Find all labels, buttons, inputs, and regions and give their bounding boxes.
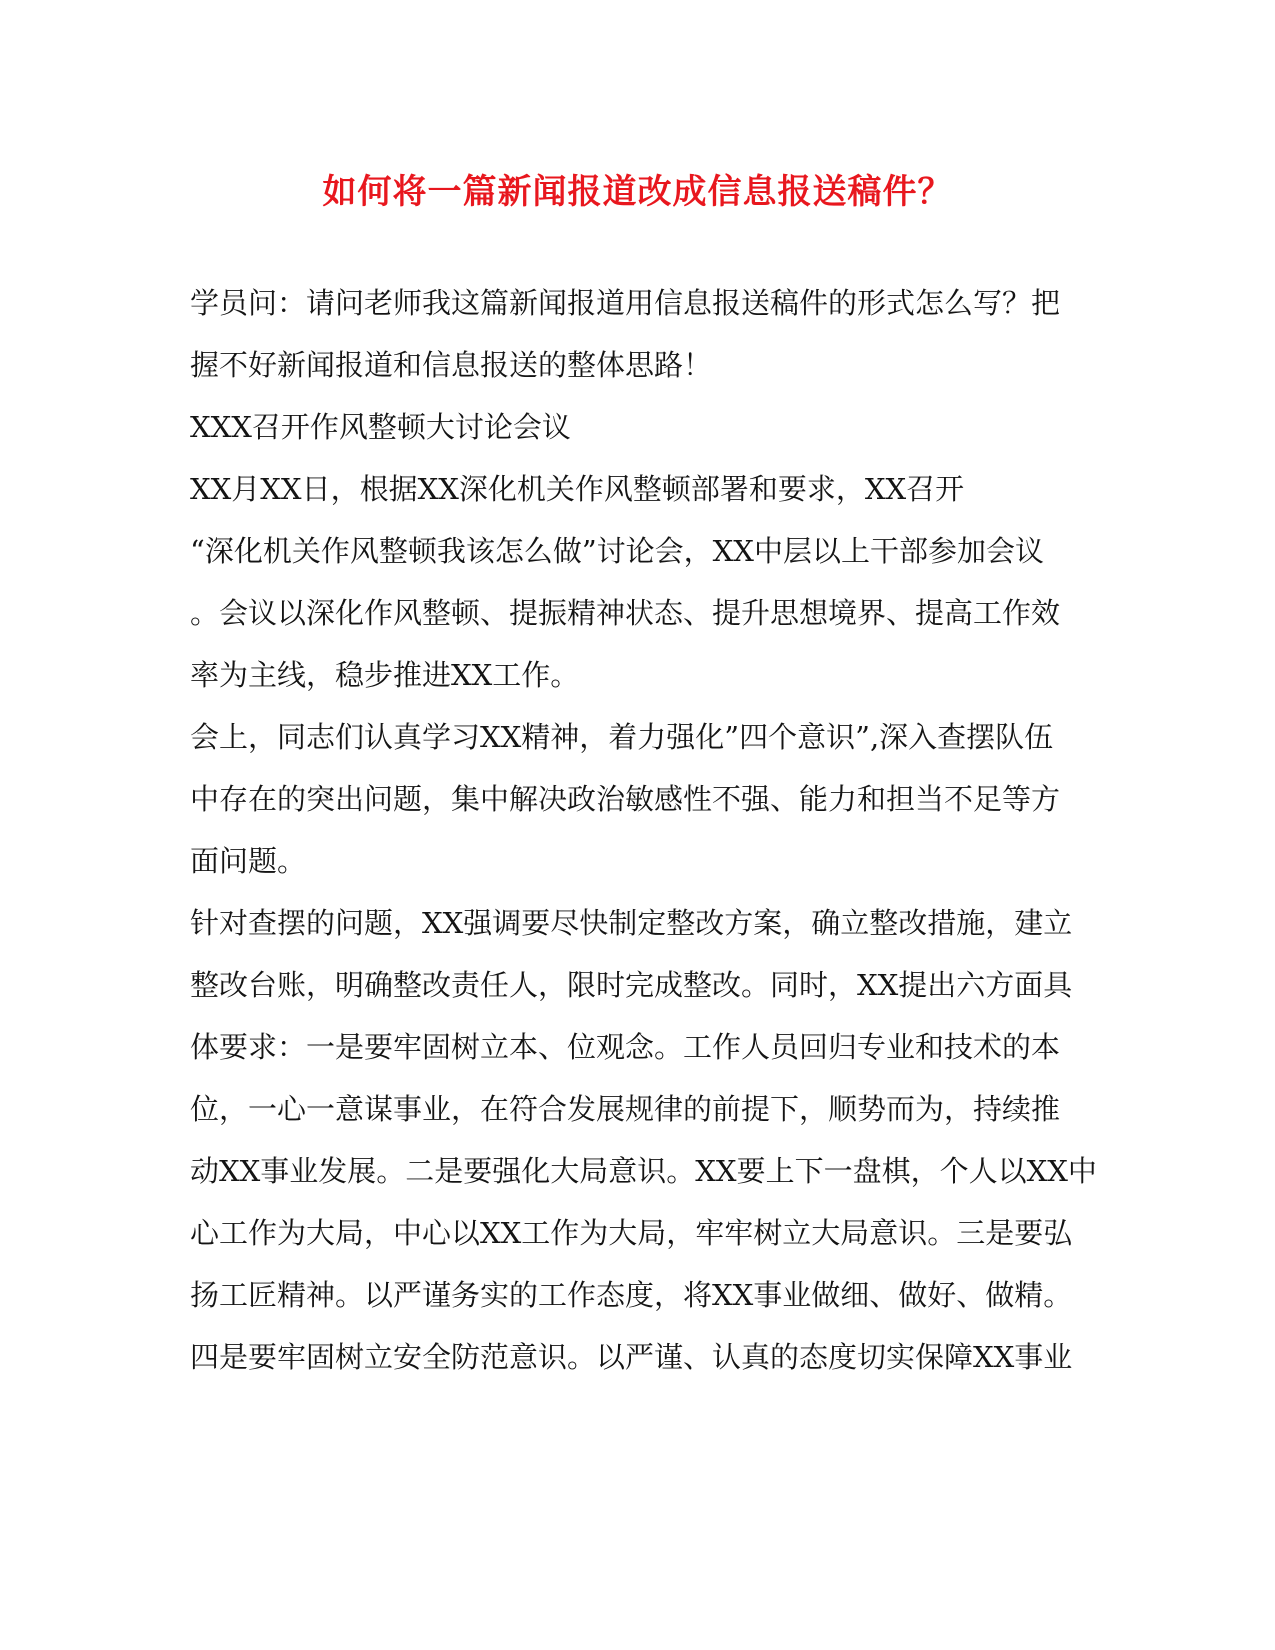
body-line: 扬工匠精神。以严谨务实的工作态度，将XX事业做细、做好、做精。	[190, 1278, 1073, 1312]
body-line: 。会议以深化作风整顿、提振精神状态、提升思想境界、提高工作效	[190, 596, 1061, 630]
question-line-2: 握不好新闻报道和信息报送的整体思路！	[190, 348, 713, 382]
body-line: “深化机关作风整顿我该怎么做”讨论会，XX中层以上干部参加会议	[190, 534, 1044, 568]
body-line: 整改台账，明确整改责任人，限时完成整改。同时，XX提出六方面具	[190, 968, 1073, 1002]
body-line: 面问题。	[190, 844, 307, 878]
body-line: 位，一心一意谋事业，在符合发展规律的前提下，顺势而为，持续推	[190, 1092, 1061, 1126]
body-line: XX月XX日，根据XX深化机关作风整顿部署和要求，XX召开	[190, 472, 965, 506]
body-line: 心工作为大局，中心以XX工作为大局，牢牢树立大局意识。三是要弘	[190, 1216, 1073, 1250]
body-line: 会上，同志们认真学习XX精神，着力强化”四个意识”,深入查摆队伍	[190, 720, 1054, 754]
question-line-1: 学员问：请问老师我这篇新闻报道用信息报送稿件的形式怎么写？把	[190, 286, 1061, 320]
body-line: 四是要牢固树立安全防范意识。以严谨、认真的态度切实保障XX事业	[190, 1340, 1073, 1374]
body-line: 率为主线，稳步推进XX工作。	[190, 658, 580, 692]
body-line: 针对查摆的问题，XX强调要尽快制定整改方案，确立整改措施，建立	[190, 906, 1073, 940]
news-headline: XXX召开作风整顿大讨论会议	[190, 410, 571, 444]
body-line: 动XX事业发展。二是要强化大局意识。XX要上下一盘棋，个人以XX中	[190, 1154, 1097, 1188]
body-line: 中存在的突出问题，集中解决政治敏感性不强、能力和担当不足等方	[190, 782, 1061, 816]
body-line: 体要求：一是要牢固树立本、位观念。工作人员回归专业和技术的本	[190, 1030, 1061, 1064]
document-title: 如何将一篇新闻报道改成信息报送稿件？	[322, 172, 953, 212]
